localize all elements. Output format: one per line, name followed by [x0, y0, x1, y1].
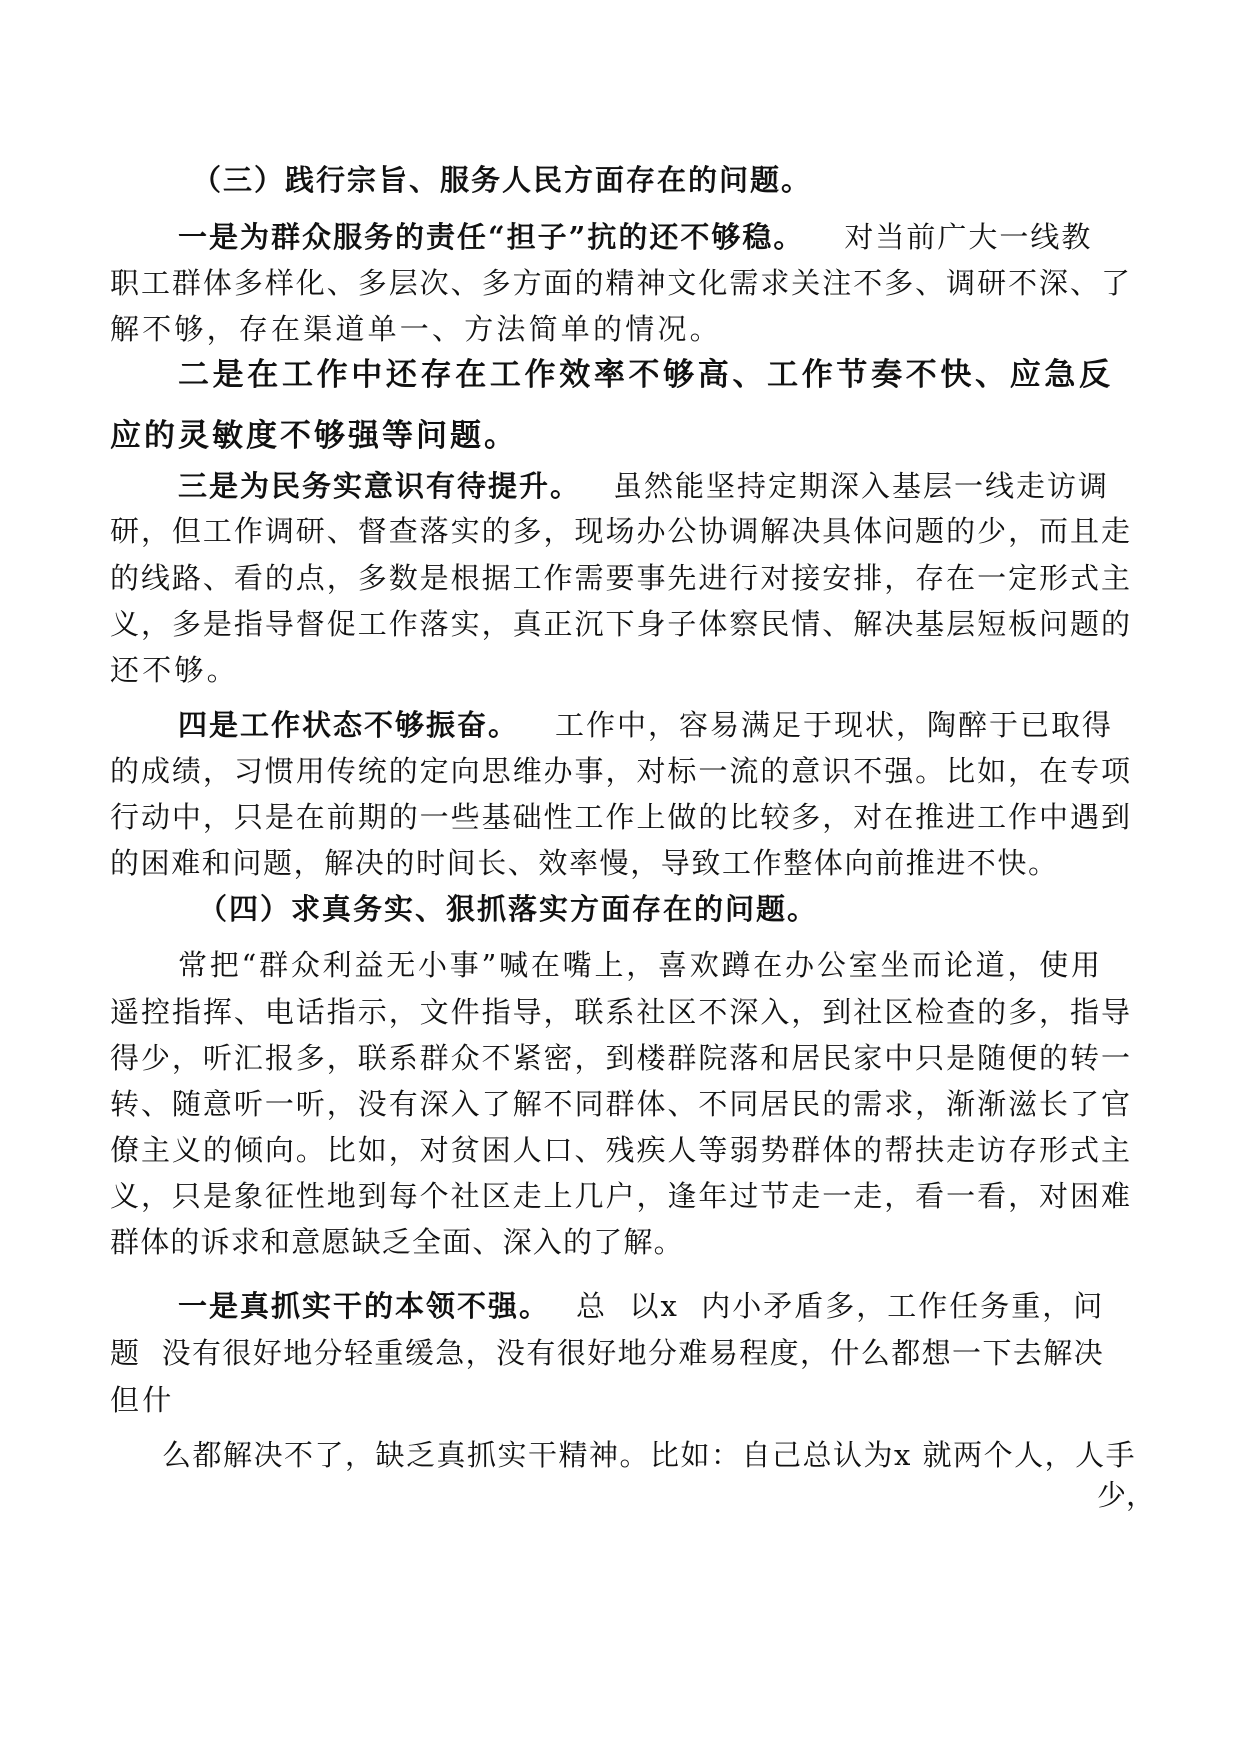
paragraph-3-lead: 三是为民务实意识有待提升。	[178, 469, 582, 503]
paragraph-3-line-4: 义，多是指导督促工作落实，真正沉下身子体察民情、解决基层短板问题的	[110, 607, 1130, 641]
paragraph-5-line-1: 常把“群众利益无小事”喊在嘴上，喜欢蹲在办公室坐而论道，使用	[178, 948, 1100, 982]
paragraph-3-line-3: 的线路、看的点，多数是根据工作需要事先进行对接安排，存在一定形式主	[110, 561, 1130, 595]
paragraph-4-line-2: 的成绩，习惯用传统的定向思维办事，对标一流的意识不强。比如，在专项	[110, 754, 1130, 788]
paragraph-4-lead: 四是工作状态不够振奋。	[178, 708, 520, 742]
paragraph-6-line-1	[178, 1286, 1105, 1326]
paragraph-3-line-5: 还不够。	[110, 653, 239, 687]
paragraph-5-line-2: 遥控指挥、电话指示，文件指导，联系社区不深入，到社区检查的多，指导	[110, 995, 1130, 1029]
paragraph-1-line-3: 解不够，存在渠道单一、方法简单的情况。	[110, 312, 722, 346]
paragraph-3-text: 虽然能坚持定期深入基层一线走访调	[613, 469, 1110, 503]
paragraph-4-line-4: 的困难和问题，解决的时间长、效率慢，导致工作整体向前推进不快。	[110, 846, 1059, 880]
paragraph-6-line-2: 题 没有很好地分轻重缓急，没有很好地分难易程度，什么都想一下去解决	[110, 1336, 1105, 1370]
paragraph-2-line-1: 二是在工作中还存在工作效率不够高、工作节奏不快、应急反	[178, 357, 1110, 393]
paragraph-3-line-1	[178, 466, 1130, 506]
paragraph-6-text: 总 以x 内小矛盾多，工作任务重，问	[576, 1289, 1105, 1323]
section-heading-4: （四）求真务实、狠抓落实方面存在的问题。	[198, 892, 819, 926]
paragraph-6-line-3: 但什	[110, 1383, 175, 1417]
paragraph-6-line-5: 少，	[1096, 1478, 1155, 1512]
paragraph-5-line-4: 转、随意听一听，没有深入了解不同群体、不同居民的需求，渐渐滋长了官	[110, 1087, 1130, 1121]
paragraph-4-line-3: 行动中，只是在前期的一些基础性工作上做的比较多，对在推进工作中遇到	[110, 800, 1130, 834]
paragraph-1-lead: 一是为群众服务的责任“担子”抗的还不够稳。	[178, 220, 805, 254]
paragraph-5-line-7: 群体的诉求和意愿缺乏全面、深入的了解。	[110, 1225, 684, 1259]
paragraph-2-line-2: 应的灵敏度不够强等问题。	[110, 418, 518, 454]
paragraph-1-line-2: 职工群体多样化、多层次、多方面的精神文化需求关注不多、调研不深、了	[110, 266, 1130, 300]
paragraph-4-line-1	[178, 705, 1130, 745]
paragraph-1-text: 对当前广大一线教	[844, 220, 1093, 254]
paragraph-1-line-1	[178, 217, 1130, 257]
paragraph-4-text: 工作中，容易满足于现状，陶醉于已取得	[555, 708, 1114, 742]
paragraph-3-line-2: 研，但工作调研、督查落实的多，现场办公协调解决具体问题的少，而且走	[110, 514, 1130, 548]
paragraph-5-line-5: 僚主义的倾向。比如，对贫困人口、残疾人等弱势群体的帮扶走访存形式主	[110, 1133, 1130, 1167]
section-heading-3: （三）践行宗旨、服务人民方面存在的问题。	[192, 163, 813, 197]
paragraph-5-line-3: 得少，听汇报多，联系群众不紧密，到楼群院落和居民家中只是随便的转一	[110, 1041, 1130, 1075]
paragraph-6-line-4: 么都解决不了，缺乏真抓实干精神。比如：自己总认为x 就两个人，人手	[162, 1438, 1137, 1472]
paragraph-5-line-6: 义，只是象征性地到每个社区走上几户，逢年过节走一走，看一看，对困难	[110, 1179, 1130, 1213]
paragraph-6-lead: 一是真抓实干的本领不强。	[178, 1289, 551, 1323]
